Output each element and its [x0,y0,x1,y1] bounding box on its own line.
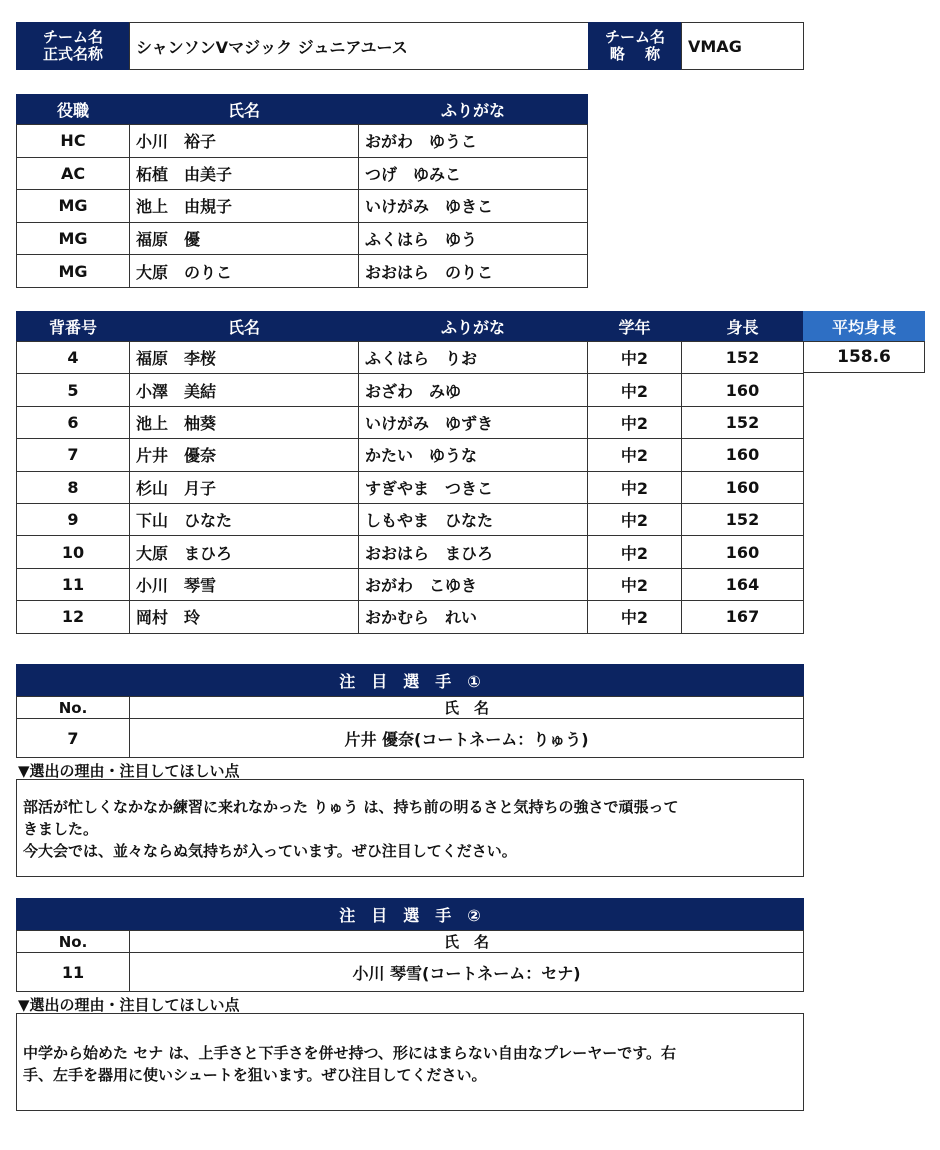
player-cell: 10 [16,535,130,568]
player-cell: 中2 [587,438,682,471]
featured-1-reason-label: ▼選出の理由・注目してほしい点 [18,762,240,780]
player-cell: 7 [16,438,130,471]
player-cell: 中2 [587,471,682,504]
staff-header-cell: 役職 [16,94,130,125]
player-cell: 片井 優奈 [129,438,359,471]
player-cell: 160 [681,373,804,406]
team-name-label: チーム名 正式名称 [16,22,130,70]
featured-1-reason-line: 部活が忙しくなかなか練習に来れなかった りゅう は、持ち前の明るさと気持ちの強さで頑張って [23,798,679,816]
staff-cell: おおはら のりこ [358,254,588,288]
staff-cell: MG [16,254,130,288]
featured-1-reason-line: 今大会では、並々ならぬ気持ちが入っています。ぜひ注目してください。 [23,842,517,860]
player-cell: 4 [16,341,130,374]
featured-2-reason-box [16,1013,804,1111]
staff-cell: 池上 由規子 [129,189,359,223]
team-name-value: シャンソンVマジック ジュニアユース [129,22,589,70]
player-cell: おざわ みゆ [358,373,588,406]
player-cell: 中2 [587,406,682,439]
player-cell: 160 [681,535,804,568]
staff-cell: おがわ ゆうこ [358,124,588,158]
player-cell: 大原 まひろ [129,535,359,568]
featured-1-name: 片井 優奈(コートネーム：りゅう) [129,718,804,758]
featured-2-no-label: No. [16,930,130,953]
avg-height-value: 158.6 [803,341,925,373]
featured-2-title: 注 目 選 手 ② [16,898,804,931]
featured-1-no: 7 [16,718,130,758]
featured-2-reason-line: 中学から始めた セナ は、上手さと下手さを併せ持つ、形にはまらない自由なプレーヤーです。右 [23,1044,677,1062]
player-header-cell: 氏名 [129,311,359,342]
player-cell: 152 [681,406,804,439]
player-cell: 152 [681,341,804,374]
player-cell: 中2 [587,503,682,536]
featured-1-no-label: No. [16,696,130,719]
player-cell: 12 [16,600,130,633]
player-cell: 中2 [587,535,682,568]
staff-cell: 柘植 由美子 [129,157,359,191]
player-header-cell: 背番号 [16,311,130,342]
staff-cell: MG [16,222,130,256]
player-header-cell: 身長 [681,311,804,342]
player-cell: ふくはら りお [358,341,588,374]
featured-1-title: 注 目 選 手 ① [16,664,804,697]
staff-cell: 福原 優 [129,222,359,256]
staff-cell: ふくはら ゆう [358,222,588,256]
player-cell: 8 [16,471,130,504]
player-cell: 中2 [587,341,682,374]
avg-height-label: 平均身長 [803,311,925,342]
player-cell: おがわ こゆき [358,568,588,601]
player-cell: 6 [16,406,130,439]
staff-cell: 小川 裕子 [129,124,359,158]
featured-2-no: 11 [16,952,130,992]
player-cell: いけがみ ゆずき [358,406,588,439]
player-cell: 160 [681,471,804,504]
player-cell: 9 [16,503,130,536]
player-cell: 5 [16,373,130,406]
player-header-cell: 学年 [587,311,682,342]
player-cell: 小澤 美結 [129,373,359,406]
player-cell: 下山 ひなた [129,503,359,536]
staff-cell: MG [16,189,130,223]
player-cell: 11 [16,568,130,601]
player-cell: 中2 [587,568,682,601]
featured-1-name-label: 氏 名 [129,696,804,719]
player-cell: 中2 [587,600,682,633]
featured-1-reason-box [16,779,804,877]
player-cell: おかむら れい [358,600,588,633]
player-cell: 中2 [587,373,682,406]
featured-2-name: 小川 琴雪(コートネーム：セナ) [129,952,804,992]
player-cell: しもやま ひなた [358,503,588,536]
staff-cell: HC [16,124,130,158]
player-cell: すぎやま つきこ [358,471,588,504]
staff-cell: いけがみ ゆきこ [358,189,588,223]
player-cell: 167 [681,600,804,633]
player-cell: 杉山 月子 [129,471,359,504]
featured-1-reason-line: きました。 [23,820,99,838]
featured-2-reason-line: 手、左手を器用に使いシュートを狙います。ぜひ注目してください。 [23,1066,487,1084]
staff-cell: 大原 のりこ [129,254,359,288]
staff-cell: AC [16,157,130,191]
player-cell: おおはら まひろ [358,535,588,568]
team-abbr-label: チーム名 略 称 [588,22,682,70]
player-cell: 岡村 玲 [129,600,359,633]
player-cell: かたい ゆうな [358,438,588,471]
staff-cell: つげ ゆみこ [358,157,588,191]
featured-2-name-label: 氏 名 [129,930,804,953]
team-abbr-value: VMAG [681,22,804,70]
player-cell: 164 [681,568,804,601]
player-header-cell: ふりがな [358,311,588,342]
player-cell: 池上 柚葵 [129,406,359,439]
featured-2-reason-label: ▼選出の理由・注目してほしい点 [18,996,240,1014]
player-cell: 福原 李桜 [129,341,359,374]
staff-header-cell: ふりがな [358,94,588,125]
staff-header-cell: 氏名 [129,94,359,125]
player-cell: 小川 琴雪 [129,568,359,601]
player-cell: 152 [681,503,804,536]
player-cell: 160 [681,438,804,471]
